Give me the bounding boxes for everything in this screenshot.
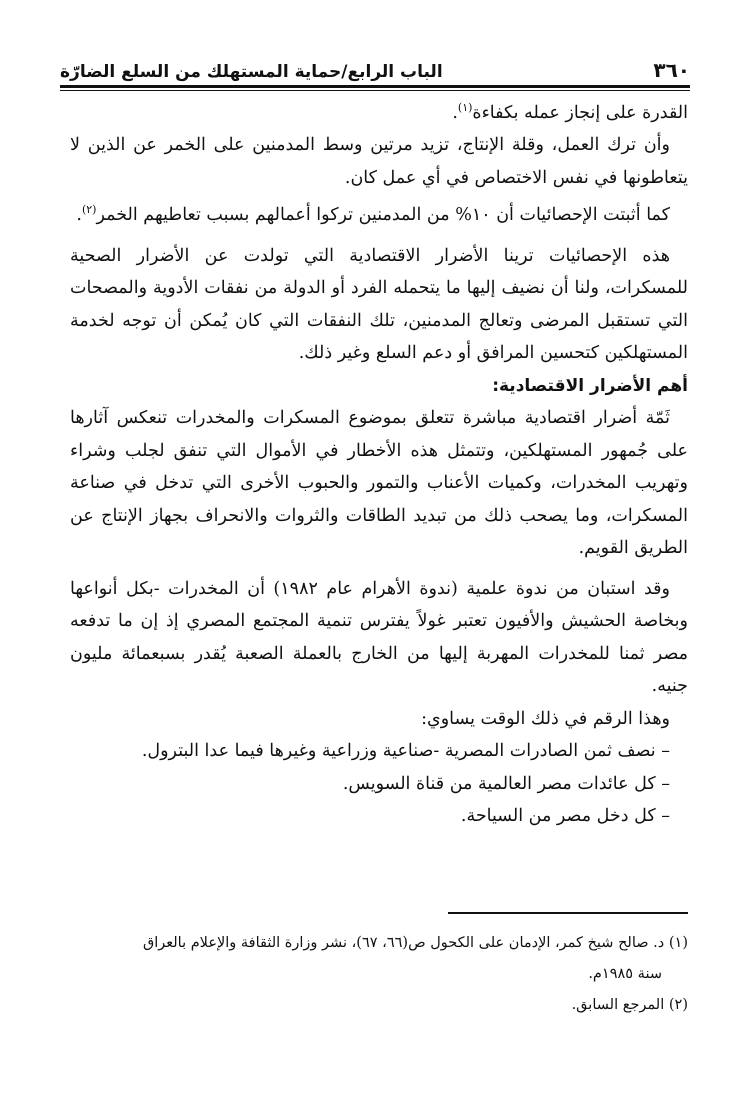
footnote-separator bbox=[448, 912, 688, 914]
footnote-marker: (٢) bbox=[668, 997, 688, 1013]
paragraph: وأن ترك العمل، وقلة الإنتاج، تزيد مرتين وسط المدمنين على الخمر عن الذين لا يتعاطونها في نفس الاختصاص في أي عمل كان. bbox=[70, 135, 688, 188]
chapter-title: الباب الرابع/حماية المستهلك من السلع الضارّة bbox=[60, 62, 443, 82]
footnote-ref: (٢) bbox=[81, 203, 97, 217]
section-heading: أهم الأضرار الاقتصادية: bbox=[492, 375, 688, 396]
page-number: ٣٦٠ bbox=[653, 58, 690, 82]
footnote-text: د. صالح شيخ كمر، الإدمان على الكحول ص(٦٦، ٦٧)، نشر وزارة الثقافة والإعلام بالعراق bbox=[142, 935, 665, 951]
paragraph: كما أثبتت الإحصائيات أن ١٠% من المدمنين تركوا أعمالهم بسبب تعاطيهم الخمر$^{(٢)}$. bbox=[76, 203, 670, 226]
spacer bbox=[70, 565, 688, 573]
page-header bbox=[60, 50, 690, 82]
paragraph: وهذا الرقم في ذلك الوقت يساوي: bbox=[421, 708, 670, 729]
footnote-text: المرجع السابق. bbox=[571, 997, 665, 1013]
footnote bbox=[70, 990, 688, 1021]
paragraph: هذه الإحصائيات ترينا الأضرار الاقتصادية التي تولدت عن الأضرار الصحية للمسكرات، ولنا أن نضيف إليها ما يتحمله الفرد أو الدولة من نفقات الأدوية والمصحات التي تستقبل المرضى وتعالج المدمنين، تلك النفقات التي كان يُمكن أن توجه لخدمة المستهلكين كتحسين المرافق أو دعم السلع وغير ذلك. bbox=[70, 245, 688, 364]
footnotes bbox=[70, 928, 688, 1021]
list-item: – نصف ثمن الصادرات المصرية -صناعية وزراعية وغيرها فيما عدا البترول. bbox=[141, 741, 670, 762]
list-item: – كل دخل مصر من السياحة. bbox=[460, 806, 670, 827]
footnote-continuation: سنة ١٩٨٥م. bbox=[588, 966, 662, 982]
paragraph: ثَمّة أضرار اقتصادية مباشرة تتعلق بموضوع المسكرات والمخدرات تنعكس آثارها على جُمهور المستهلكين، وتتمثل هذه الأخطار في الأموال التي تنفق لجلب وشراء وتهريب المخدرات، وكميات الأعناب والتمور والحبوب الأخرى التي تدخل في صناعة المسكرات، وما يصحب ذلك من تبديد الطاقات والثروات والانحراف بجهاز الإنتاج عن الطريق القويم. bbox=[70, 408, 688, 559]
spacer bbox=[70, 232, 688, 240]
main-text bbox=[70, 92, 688, 833]
footnote-marker: (١) bbox=[668, 935, 688, 951]
list-item: – كل عائدات مصر العالمية من قناة السويس. bbox=[342, 773, 670, 794]
paragraph: القدرة على إنجاز عمله بكفاءة$^{(١)}$. bbox=[452, 101, 688, 123]
paragraph: وقد استبان من ندوة علمية (ندوة الأهرام عام ١٩٨٢) أن المخدرات -بكل أنواعها وبخاصة الحشيش والأفيون تعتبر غولاً يفترس تنمية المجتمع المصري إذ إن ما تدفعه مصر ثمنا للمخدرات المهربة إليها من الخارج بالعملة الصعبة يُقدر بسبعمائة مليون جنيه. bbox=[70, 578, 688, 697]
footnote-ref: (١) bbox=[457, 101, 473, 114]
footnote bbox=[70, 928, 688, 959]
header-rule bbox=[60, 85, 690, 91]
